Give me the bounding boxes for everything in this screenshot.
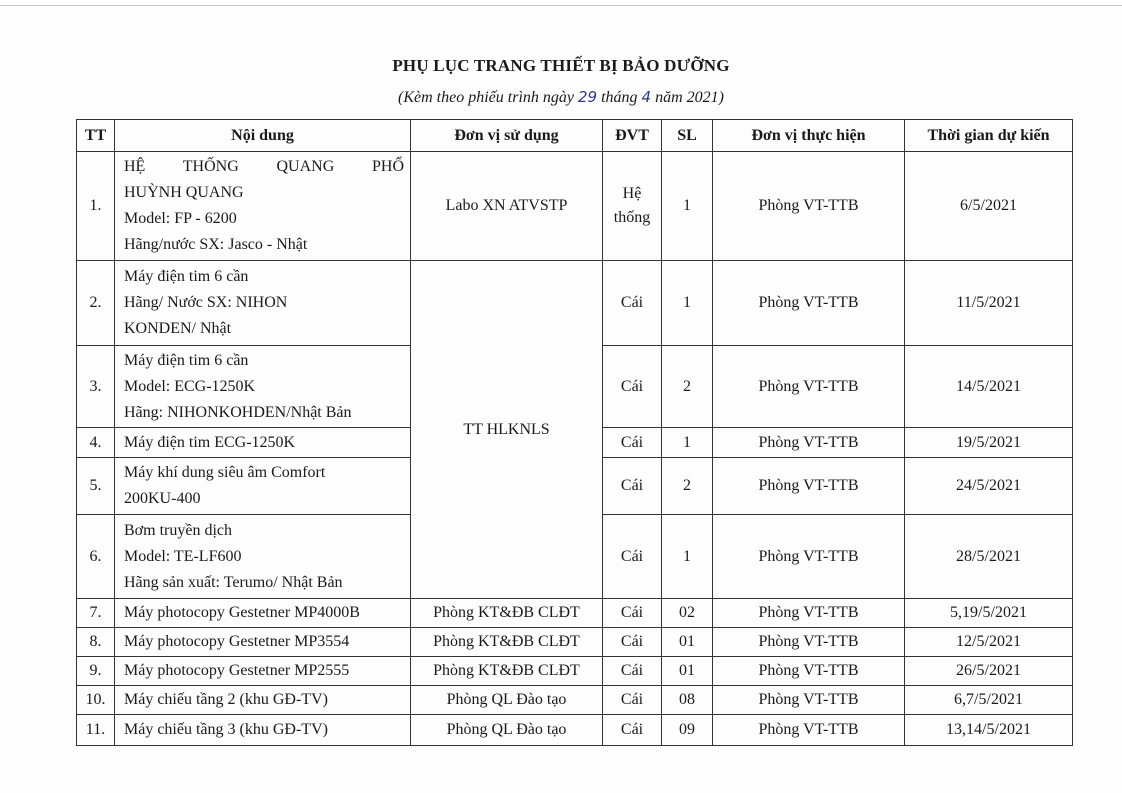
cell-tt: 1.: [77, 152, 115, 261]
subtitle-prefix: (Kèm theo phiếu trình ngày: [398, 89, 574, 106]
content-line: Máy điện tim ECG-1250K: [124, 433, 296, 451]
cell-thuc-hien: Phòng VT-TTB: [713, 428, 905, 458]
cell-thoi-gian: 24/5/2021: [905, 458, 1073, 515]
content-line: Model: TE-LF600: [124, 547, 242, 565]
cell-thoi-gian: 6/5/2021: [905, 152, 1073, 261]
table-header-row: [77, 120, 1073, 152]
cell-dvt: Cái: [603, 686, 662, 715]
content-line: Hãng: NIHONKOHDEN/Nhật Bản: [124, 403, 352, 421]
table-row: [77, 657, 1073, 686]
cell-sl: 2: [662, 346, 713, 428]
cell-thoi-gian: 26/5/2021: [905, 657, 1073, 686]
header-sl: SL: [662, 120, 713, 152]
table-row: [77, 715, 1073, 746]
header-tt: TT: [77, 120, 115, 152]
content-line: Máy photocopy Gestetner MP3554: [124, 633, 350, 650]
table-row: [77, 628, 1073, 657]
header-noi-dung: Nội dung: [115, 120, 411, 152]
cell-don-vi-su-dung: Phòng KT&ĐB CLĐT: [411, 657, 603, 686]
header-don-vi-thuc-hien: Đơn vị thực hiện: [713, 120, 905, 152]
content-line: HỆ THỐNG QUANG PHỔ: [124, 158, 404, 175]
cell-thuc-hien: Phòng VT-TTB: [713, 261, 905, 346]
cell-tt: 4.: [77, 428, 115, 458]
content-line: 200KU-400: [124, 490, 201, 507]
handwritten-day: 29: [577, 88, 598, 106]
content-line: Bơm truyền dịch: [124, 521, 232, 539]
cell-thuc-hien: Phòng VT-TTB: [713, 599, 905, 628]
cell-thoi-gian: 11/5/2021: [905, 261, 1073, 346]
cell-sl: 08: [662, 686, 713, 715]
cell-noi-dung: [115, 686, 411, 715]
cell-noi-dung: [115, 628, 411, 657]
cell-don-vi-su-dung: Phòng QL Đào tạo: [411, 686, 603, 715]
cell-don-vi-su-dung: Phòng KT&ĐB CLĐT: [411, 599, 603, 628]
cell-sl: 01: [662, 657, 713, 686]
cell-noi-dung: [115, 715, 411, 746]
cell-sl: 1: [662, 515, 713, 599]
cell-sl: 1: [662, 152, 713, 261]
content-line: Máy điện tim 6 cần: [124, 268, 249, 285]
content-line: Máy điện tim 6 cần: [124, 351, 249, 369]
cell-tt: 10.: [77, 686, 115, 715]
header-dvt: ĐVT: [603, 120, 662, 152]
cell-thoi-gian: 6,7/5/2021: [905, 686, 1073, 715]
content-line: Model: FP - 6200: [124, 210, 237, 227]
cell-noi-dung: [115, 261, 411, 346]
cell-thuc-hien: Phòng VT-TTB: [713, 458, 905, 515]
cell-noi-dung: [115, 599, 411, 628]
cell-dvt: Cái: [603, 261, 662, 346]
scan-top-edge: [0, 5, 1122, 6]
cell-thuc-hien: Phòng VT-TTB: [713, 657, 905, 686]
cell-dvt: Cái: [603, 715, 662, 746]
content-line: Máy khí dung siêu âm Comfort: [124, 464, 326, 481]
cell-noi-dung: [115, 428, 411, 458]
cell-sl: 09: [662, 715, 713, 746]
cell-thoi-gian: 13,14/5/2021: [905, 715, 1073, 746]
cell-dvt: Cái: [603, 628, 662, 657]
subtitle-suffix: năm 2021): [655, 89, 724, 106]
table-row: [77, 152, 1073, 261]
cell-thuc-hien: Phòng VT-TTB: [713, 152, 905, 261]
cell-thoi-gian: 19/5/2021: [905, 428, 1073, 458]
table-row: [77, 599, 1073, 628]
cell-tt: 9.: [77, 657, 115, 686]
cell-thuc-hien: Phòng VT-TTB: [713, 628, 905, 657]
cell-thoi-gian: 14/5/2021: [905, 346, 1073, 428]
content-line: Máy chiếu tầng 3 (khu GĐ-TV): [124, 721, 328, 738]
cell-tt: 5.: [77, 458, 115, 515]
content-line: KONDEN/ Nhật: [124, 320, 232, 337]
header-thoi-gian: Thời gian dự kiến: [905, 120, 1073, 152]
cell-thuc-hien: Phòng VT-TTB: [713, 686, 905, 715]
content-line: Máy chiếu tầng 2 (khu GĐ-TV): [124, 691, 328, 708]
cell-thoi-gian: 5,19/5/2021: [905, 599, 1073, 628]
cell-sl: 1: [662, 428, 713, 458]
cell-sl: 01: [662, 628, 713, 657]
cell-thoi-gian: 12/5/2021: [905, 628, 1073, 657]
cell-dvt: Hệ thống: [603, 152, 662, 261]
cell-tt: 7.: [77, 599, 115, 628]
cell-dvt: Cái: [603, 599, 662, 628]
cell-don-vi-su-dung: TT HLKNLS: [411, 261, 603, 599]
cell-noi-dung: [115, 515, 411, 599]
content-line: Model: ECG-1250K: [124, 377, 256, 395]
cell-dvt: Cái: [603, 428, 662, 458]
cell-noi-dung: [115, 657, 411, 686]
cell-noi-dung: [115, 346, 411, 428]
table-row: [77, 261, 1073, 346]
cell-thuc-hien: Phòng VT-TTB: [713, 346, 905, 428]
header-don-vi-su-dung: Đơn vị sử dụng: [411, 120, 603, 152]
cell-sl: 2: [662, 458, 713, 515]
cell-thuc-hien: Phòng VT-TTB: [713, 715, 905, 746]
cell-thoi-gian: 28/5/2021: [905, 515, 1073, 599]
subtitle-middle: tháng: [601, 89, 638, 106]
cell-noi-dung: [115, 152, 411, 261]
cell-tt: 11.: [77, 715, 115, 746]
cell-thuc-hien: Phòng VT-TTB: [713, 515, 905, 599]
cell-don-vi-su-dung: Phòng KT&ĐB CLĐT: [411, 628, 603, 657]
cell-tt: 3.: [77, 346, 115, 428]
content-line: Hãng sản xuất: Terumo/ Nhật Bản: [124, 573, 343, 591]
content-line: Máy photocopy Gestetner MP2555: [124, 662, 350, 679]
page-title: PHỤ LỤC TRANG THIẾT BỊ BẢO DƯỠNG: [392, 56, 730, 75]
cell-dvt: Cái: [603, 458, 662, 515]
cell-tt: 2.: [77, 261, 115, 346]
cell-dvt: Cái: [603, 346, 662, 428]
cell-dvt: Cái: [603, 657, 662, 686]
cell-tt: 8.: [77, 628, 115, 657]
cell-noi-dung: [115, 458, 411, 515]
table-row: [77, 686, 1073, 715]
page-subtitle: [0, 88, 1122, 107]
cell-don-vi-su-dung: Labo XN ATVSTP: [411, 152, 603, 261]
cell-tt: 6.: [77, 515, 115, 599]
cell-sl: 02: [662, 599, 713, 628]
content-line: Hãng/nước SX: Jasco - Nhật: [124, 236, 308, 253]
equipment-table: [76, 119, 1073, 746]
content-line: Hãng/ Nước SX: NIHON: [124, 294, 288, 311]
cell-don-vi-su-dung: Phòng QL Đào tạo: [411, 715, 603, 746]
handwritten-month: 4: [641, 88, 652, 106]
cell-sl: 1: [662, 261, 713, 346]
cell-dvt: Cái: [603, 515, 662, 599]
content-line: HUỲNH QUANG: [124, 184, 244, 201]
content-line: Máy photocopy Gestetner MP4000B: [124, 604, 360, 621]
